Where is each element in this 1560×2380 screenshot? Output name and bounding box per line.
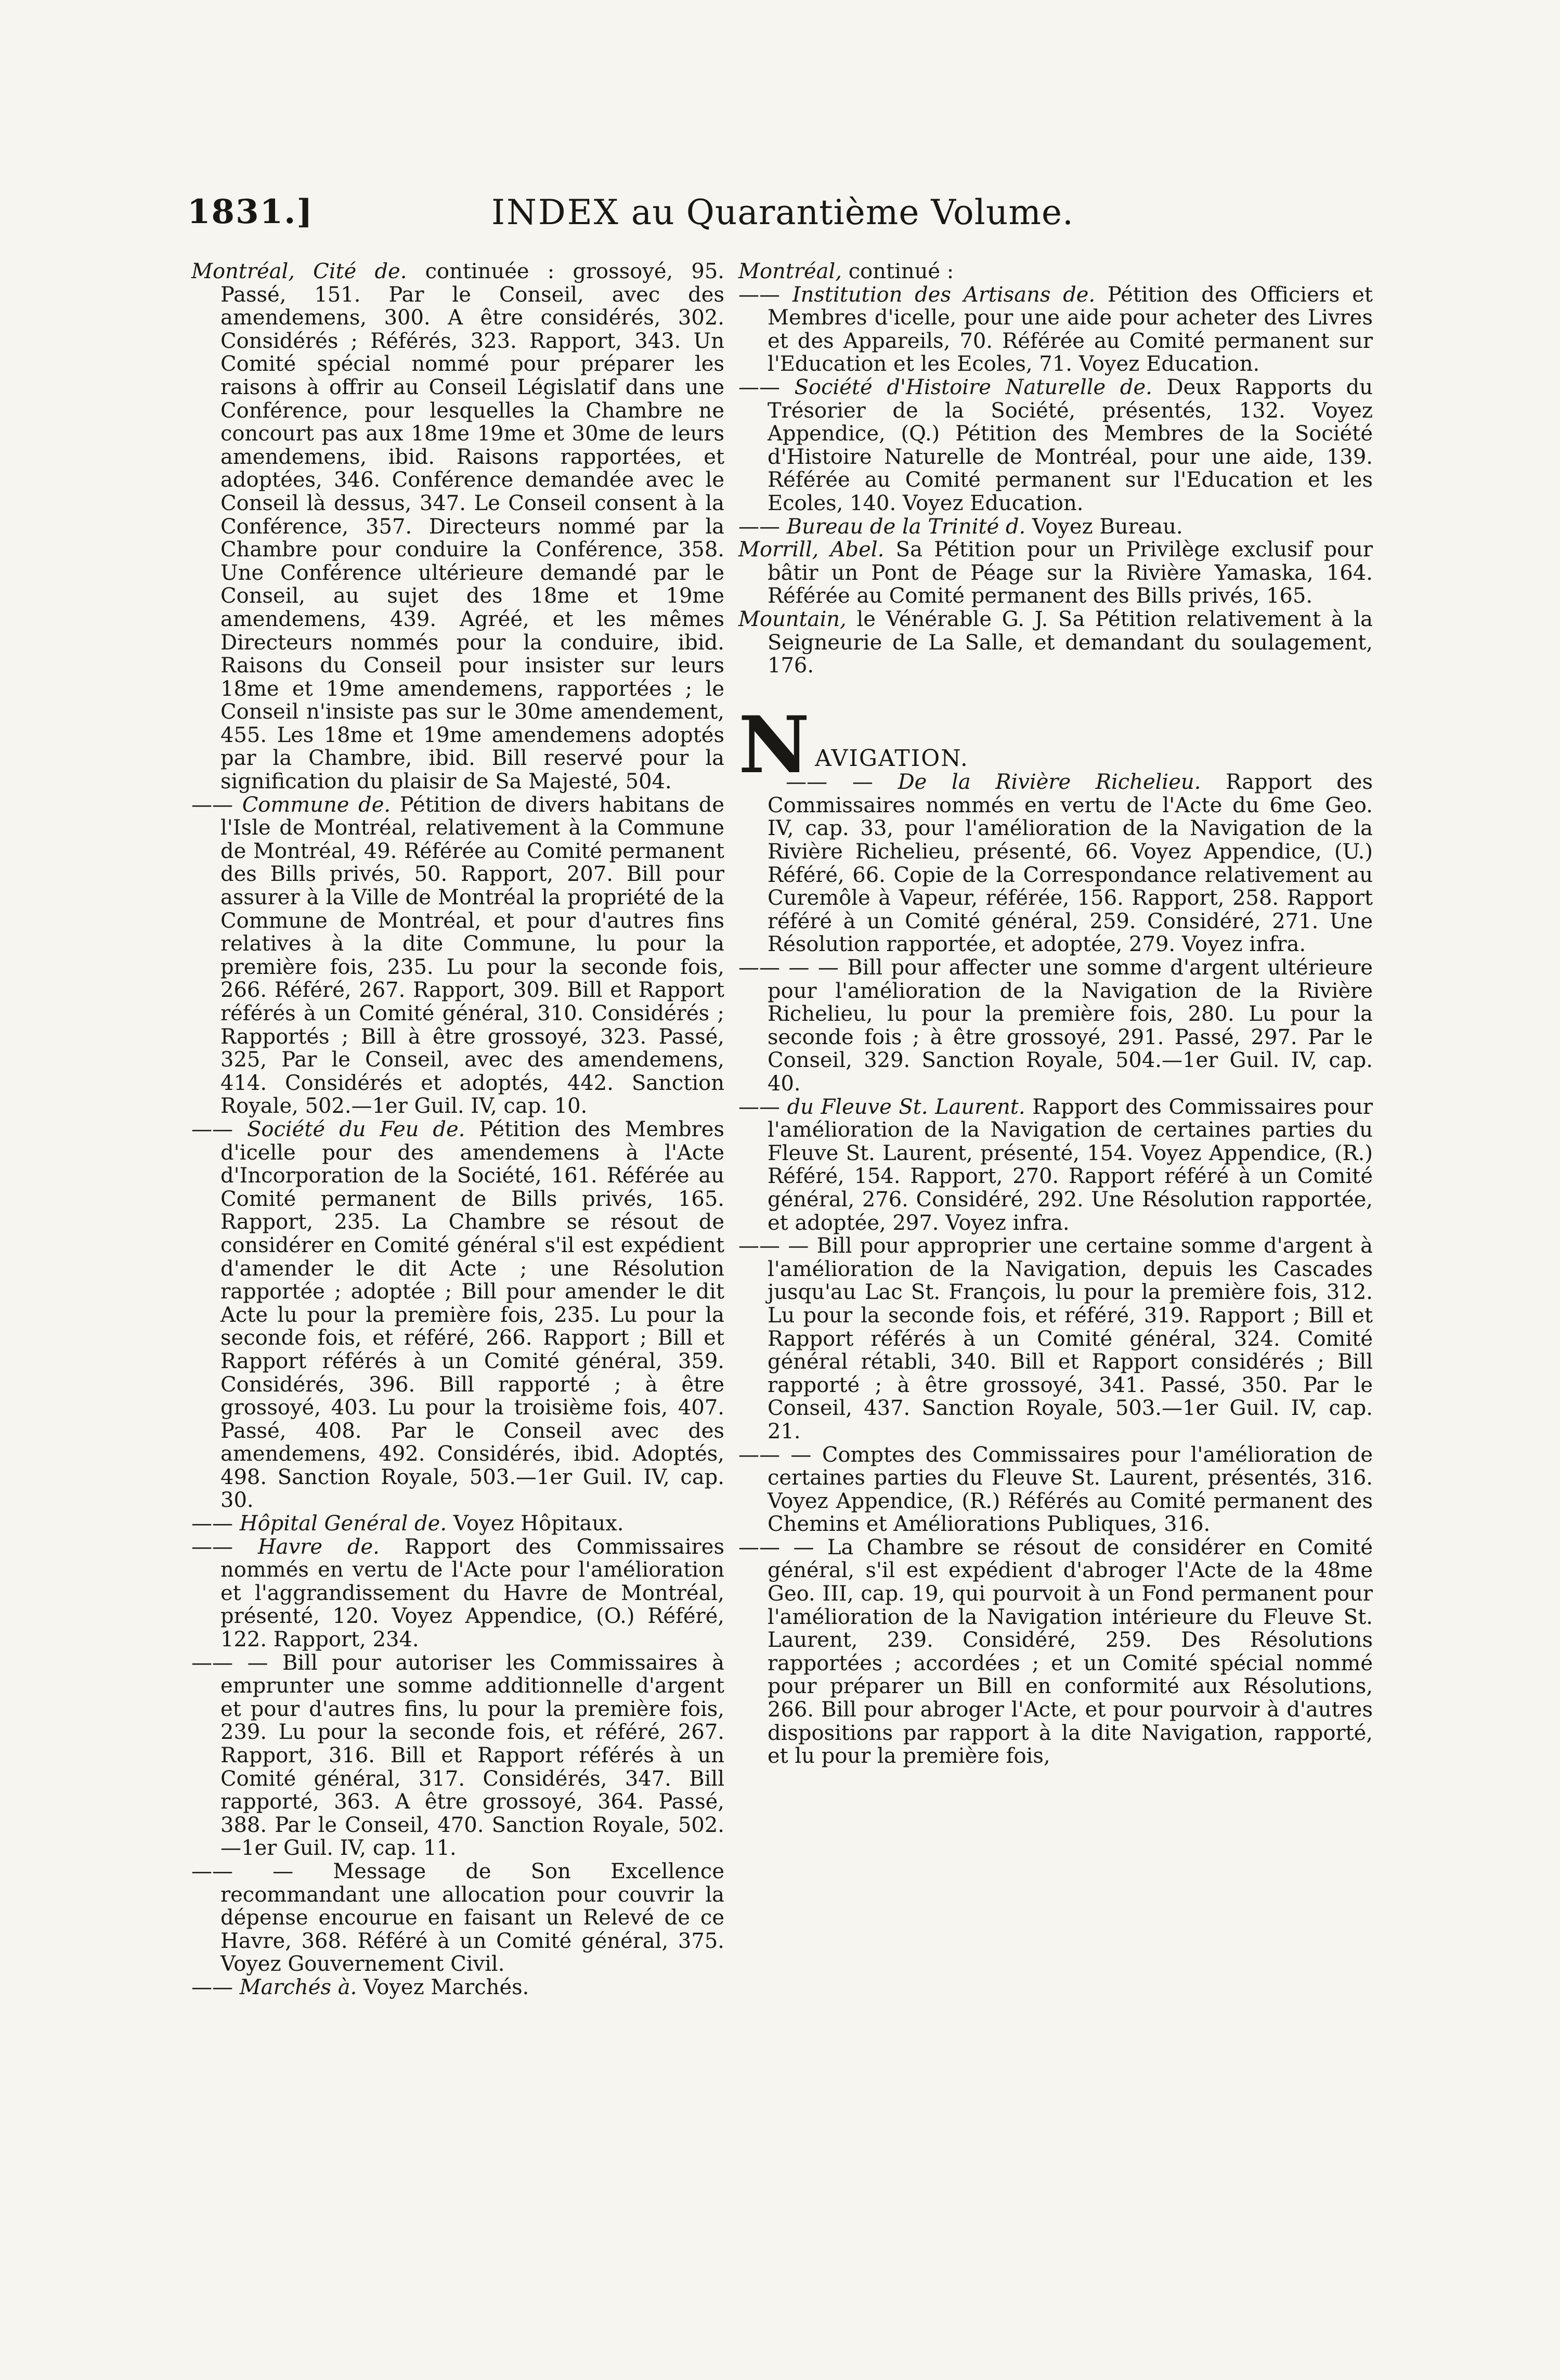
entry-text: le Vénérable G. J. Sa Pétition relativement à la Seigneurie de La Salle, et demandant du soulagement, 176. (768, 607, 1373, 678)
entry-dash: —— — — (738, 956, 839, 980)
entry-heading: Montréal, (738, 259, 842, 283)
index-entry (738, 376, 1373, 515)
entry-dash: —— (738, 375, 780, 399)
entry-heading: Montréal, Cité de. (191, 259, 407, 283)
index-entry (738, 1443, 1373, 1536)
entry-heading-suffix: continué : (848, 259, 954, 283)
title-rest: au Quarantième Volume. (631, 192, 1074, 232)
entry-heading-suffix: continuée : (425, 259, 555, 283)
index-entry (738, 515, 1373, 539)
entry-text: Bill pour approprier une certaine somme d'argent à l'amélioration de la Navigation, depuis les Cascades jusqu'au Lac St. François, lu pour la première fois, 312. Lu pour la seconde fois, et référé, 319. Rapport ; Bill et Rapport référés à un Comité général, 324. Comité général rétabli, 340. Bill et Rapport considérés ; Bill rapporté ; à être grossoyé, 341. Passé, 350. Par le Conseil, 437. Sanction Royale, 503.—1er Guil. IV, cap. 21. (768, 1234, 1373, 1443)
index-entry (738, 771, 1373, 956)
left-column (191, 260, 724, 1999)
entry-dash: —— — (786, 770, 873, 795)
entry-heading: Société d'Histoire Naturelle de. (794, 375, 1152, 399)
title-index: INDEX (491, 192, 620, 232)
entry-heading: Morrill, Abel. (738, 538, 885, 562)
entry-text: Message de Son Excellence recommandant une allocation pour couvrir la dépense encourue en faisant un Relevé de ce Havre, 368. Référé à un Comité général, 375. Voyez Gouvernement Civil. (220, 1859, 725, 1976)
entry-text: Rapport des Commissaires pour l'amélioration de la Navigation de certaines parties du Fleuve St. Laurent, présenté, 154. Voyez Appendice, (R.) Référé, 154. Rapport, 270. Rapport référé à un Comité général, 276. Considéré, 292. Une Résolution rapportée, et adoptée, 297. Voyez infra. (768, 1095, 1373, 1235)
entry-text: La Chambre se résout de considérer en Comité général, s'il est expédient d'abroger l'Acte de la 48me Geo. III, cap. 19, qui pourvoit à un Fond permanent pour l'amélioration de la Navigation intérieure du Fleuve St. Laurent, 239. Considéré, 259. Des Résolutions rapportées ; accordées ; et un Comité spécial nommé pour préparer un Bill en conformité aux Résolutions, 266. Bill pour abroger l'Acte, et pour pourvoir à d'autres dispositions par rapport à la dite Navigation, rapporté, et lu pour la première fois, (768, 1535, 1373, 1768)
entry-text: Comptes des Commissaires pour l'amélioration de certaines parties du Fleuve St. Laurent, présentés, 316. Voyez Appendice, (R.) Référés au Comité permanent des Chemins et Améliorations Publiques, 316. (768, 1442, 1373, 1537)
entry-text: Rapport des Commissaires nommés en vertu de l'Acte pour l'amélioration et l'aggrandissement du Havre de Montréal, présenté, 120. Voyez Appendice, (O.) Référé, 122. Rapport, 234. (220, 1534, 725, 1652)
entry-text: Bill pour autoriser les Commissaires à emprunter une somme additionnelle d'argent et pour d'autres fins, lu pour la première fois, 239. Lu pour la seconde fois, et référé, 267. Rapport, 316. Bill et Rapport référés à un Comité général, 317. Considérés, 347. Bill rapporté, 363. A être grossoyé, 364. Passé, 388. Par le Conseil, 470. Sanction Royale, 502.—1er Guil. IV, cap. 11. (220, 1650, 724, 1861)
entry-heading: Institution des Artisans de. (792, 282, 1096, 307)
entry-text: Pétition des Membres d'icelle pour des amendemens à l'Acte d'Incorporation de la Société, 161. Référée au Comité permanent de Bills privés, 165. Rapport, 235. La Chambre se résout de considérer en Comité général s'il est expédient d'amender le dit Acte ; une Résolution rapportée ; adoptée ; Bill pour amender le dit Acte lu pour la première fois, 235. Lu pour la seconde fois, et référé, 266. Rapport ; Bill et Rapport référés à un Comité général, 359. Considérés, 396. Bill rapporté ; à être grossoyé, 403. Lu pour la troisième fois, 407. Passé, 408. Par le Conseil avec des amendemens, 492. Considérés, ibid. Adoptés, 498. Sanction Royale, 503.—1er Guil. IV, cap. 30. (220, 1117, 724, 1513)
index-entry (191, 1512, 724, 1536)
entry-text: Sa Pétition pour un Privilège exclusif pour bâtir un Pont de Péage sur la Rivière Yamaska, 164. Référée au Comité permanent des Bills privés, 165. (768, 538, 1373, 608)
entry-heading: Havre de. (257, 1534, 380, 1559)
index-entry (191, 1118, 724, 1512)
index-entry (738, 1096, 1373, 1235)
entry-dash: —— (738, 514, 780, 539)
drop-cap: N (738, 699, 810, 791)
entry-text: Pétition de divers habitans de l'Isle de Montréal, relativement à la Commune de Montréal, 49. Référée au Comité permanent des Bills privés, 50. Rapport, 207. Bill pour assurer à la Ville de Montréal la propriété de la Commune de Montréal, et pour d'autres fins relatives à la dite Commune, lu pour la première fois, 235. Lu pour la seconde fois, 266. Référé, 267. Rapport, 309. Bill et Rapport référés à un Comité général, 310. Considérés ; Rapportés ; Bill à être grossoyé, 323. Passé, 325, Par le Conseil, avec des amendemens, 414. Considérés et adoptés, 442. Sanction Royale, 502.—1er Guil. IV, cap. 10. (220, 792, 724, 1119)
index-entry (191, 1976, 724, 1999)
entry-heading: Hôpital Genéral de. (239, 1512, 447, 1536)
index-entry (191, 794, 724, 1118)
entry-text: Voyez Hôpitaux. (453, 1512, 624, 1536)
entry-dash: —— — (738, 1234, 809, 1258)
entry-heading: Marchés à. (239, 1975, 357, 1999)
index-entry (191, 1651, 724, 1860)
entry-dash: —— — (191, 1650, 268, 1675)
entry-dash: —— (738, 282, 780, 307)
entry-heading: Bureau de la Trinité d. (786, 514, 1026, 539)
index-entry (738, 283, 1373, 376)
entry-text: Rapport des Commissaires nommés en vertu de l'Acte du 6me Geo. IV, cap. 33, pour l'amélioration de la Navigation de la Rivière Richelieu, présenté, 66. Voyez Appendice, (U.) Référé, 66. Copie de la Correspondance relativement au Curemôle à Vapeur, référée, 156. Rapport, 258. Rapport référé à un Comité général, 259. Considéré, 271. Une Résolution rapportée, et adoptée, 279. Voyez infra. (768, 770, 1373, 957)
entry-heading: Mountain, (738, 607, 847, 631)
index-entry (738, 1536, 1373, 1768)
entry-text: Voyez Marchés. (363, 1975, 529, 1999)
index-entry (191, 1536, 724, 1651)
index-entry (738, 1234, 1373, 1443)
index-entry (738, 260, 1373, 283)
right-column (738, 260, 1373, 1768)
entry-text: Voyez Bureau. (1032, 514, 1183, 539)
section-heading: AVIGATION. (815, 745, 969, 772)
entry-dash: —— (191, 1117, 233, 1141)
index-entry (738, 956, 1373, 1096)
entry-dash: —— (191, 1534, 233, 1559)
entry-dash: —— — (738, 1535, 814, 1559)
entry-heading: Société du Feu de. (246, 1117, 465, 1141)
entry-dash: —— (738, 1095, 780, 1119)
index-entry (191, 260, 724, 794)
page-year: 1831.] (187, 192, 314, 231)
entry-text: Pétition des Officiers et Membres d'icelle, pour une aide pour acheter des Livres et des Appareils, 70. Référée au Comité permanent sur l'Education et les Ecoles, 71. Voyez Education. (768, 282, 1373, 376)
entry-text: Deux Rapports du Trésorier de la Société, présentés, 132. Voyez Appendice, (Q.) Pétition des Membres de la Société d'Histoire Naturelle de Montréal, pour une aide, 139. Référée au Comité permanent sur l'Education et les Ecoles, 140. Voyez Education. (768, 375, 1373, 515)
entry-text: grossoyé, 95. Passé, 151. Par le Conseil, avec des amendemens, 300. A être considérés, 302. Considérés ; Référés, 323. Rapport, 343. Un Comité spécial nommé pour préparer les raisons à offrir au Conseil Législatif dans une Conférence, pour lesquelles la Chambre ne concourt pas aux 18me 19me et 30me de leurs amendemens, ibid. Raisons rapportées, et adoptées, 346. Conférence demandée avec le Conseil là dessus, 347. Le Conseil consent à la Conférence, 357. Directeurs nommé par la Chambre pour conduire la Conférence, 358. Une Conférence ultérieure demandé par le Conseil, au sujet des 18me et 19me amendemens, 439. Agréé, et les mêmes Directeurs nommés pour la conduire, ibid. Raisons du Conseil pour insister sur leurs 18me et 19me amendemens, rapportées ; le Conseil n'insiste pas sur le 30me amendement, 455. Les 18me et 19me amendemens adoptés par la Chambre, ibid. Bill reservé pour la signification du plaisir de Sa Majesté, 504. (220, 259, 724, 794)
index-entry (191, 1860, 724, 1976)
entry-dash: —— (191, 1512, 233, 1536)
index-entry (738, 538, 1373, 608)
entry-dash: —— — (191, 1859, 294, 1883)
index-entry (738, 608, 1373, 678)
entry-heading: du Fleuve St. Laurent. (787, 1095, 1025, 1119)
entry-dash: —— (191, 792, 233, 817)
entry-text: Bill pour affecter une somme d'argent ultérieure pour l'amélioration de la Navigation de la Rivière Richelieu, lu pour la première fois, 280. Lu pour la seconde fois ; à être grossoyé, 291. Passé, 297. Par le Conseil, 329. Sanction Royale, 504.—1er Guil. IV, cap. 40. (768, 956, 1373, 1096)
page-title (187, 192, 1378, 232)
entry-heading: Commune de. (242, 792, 391, 817)
entry-dash: —— — (738, 1442, 812, 1467)
entry-dash: —— (191, 1975, 233, 1999)
page-header (187, 192, 1378, 250)
entry-heading: De la Rivière Richelieu. (898, 770, 1201, 795)
